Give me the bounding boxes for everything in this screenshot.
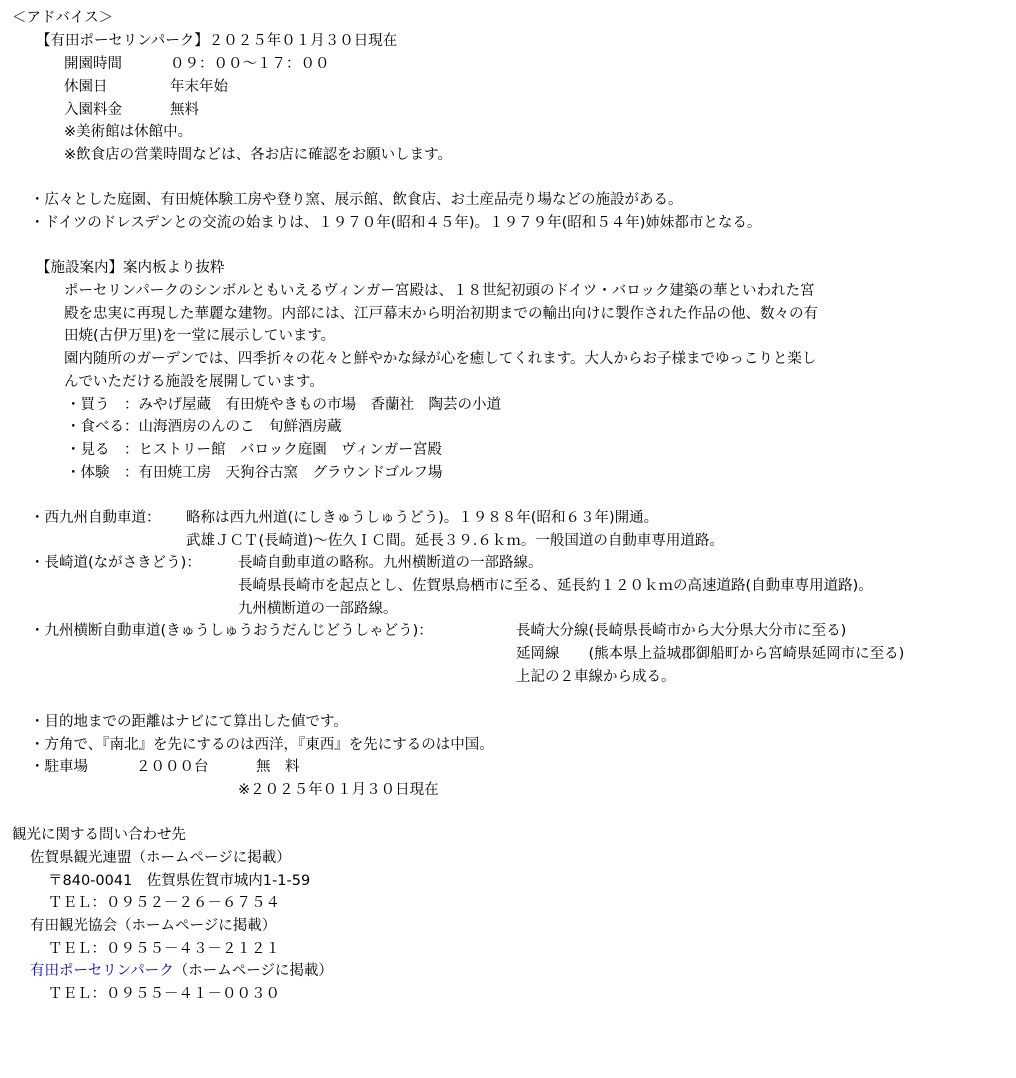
parking-label: ・駐車場	[30, 759, 88, 775]
closed-value: 年末年始	[170, 79, 228, 95]
bullet-distance: ・目的地までの距離はナビにて算出した値です。	[30, 714, 348, 730]
contact-porcelain-park-tel: ＴＥＬ：０９５５－４１－００３０	[48, 986, 280, 1002]
facility-experience: ・体験 ：有田焼工房 天狗谷古窯 グラウンドゴルフ場	[66, 465, 443, 481]
note-museum: ※美術館は休館中。	[64, 124, 193, 140]
facility-see: ・見る ：ヒストリー館 バロック庭園 ヴィンガー宮殿	[66, 442, 442, 458]
contact-arita-name: 有田観光協会（ホームページに掲載）	[30, 918, 277, 934]
road-west-kyushu-line-1: 略称は西九州道(にしきゅうしゅうどう)。１９８８年(昭和６３年)開通。	[186, 510, 659, 526]
facility-eat: ・食べる：山海酒房のんのこ 旬鮮酒房蔵	[66, 419, 342, 435]
facility-buy: ・買う ：みやげ屋蔵 有田焼やきもの市場 香蘭社 陶芸の小道	[66, 397, 501, 413]
porcelain-park-suffix: （ホームページに掲載）	[173, 963, 333, 979]
bullet-dresden: ・ドイツのドレスデンとの交流の始まりは、１９７０年(昭和４５年)。１９７９年(昭和５４年)姉妹都市となる。	[30, 215, 762, 231]
road-kyushu-crossing-line-2: 延岡線 (熊本県上益城郡御船町から宮崎県延岡市に至る)	[516, 646, 905, 662]
road-kyushu-crossing-line-3: 上記の２車線から成る。	[516, 669, 676, 685]
road-kyushu-crossing-line-1: 長崎大分線(長崎県長崎市から大分県大分市に至る)	[516, 623, 847, 639]
fee-value: 無料	[170, 102, 199, 118]
facility-paragraph-2-line-2: んでいただける施設を展開しています。	[64, 374, 324, 390]
parking-note: ※２０２５年０１月３０日現在	[238, 782, 439, 798]
facility-paragraph-1-line-2: 殿を忠実に再現した華麗な建物。内部には、江戸幕末から明治初期までの輸出向けに製作された作品の他、数々の有	[64, 306, 818, 322]
note-restaurant: ※飲食店の営業時間などは、各お店に確認をお願いします。	[64, 147, 452, 163]
contact-porcelain-park-row	[30, 961, 333, 981]
contact-saga-tel: ＴＥＬ：０９５２－２６－６７５４	[48, 895, 280, 911]
bullet-direction: ・方角で、『南北』を先にするのは西洋，『東西』を先にするのは中国。	[30, 737, 494, 753]
porcelain-park-link[interactable]: 有田ポーセリンパーク	[30, 963, 174, 979]
contact-arita-tel: ＴＥＬ：０９５５－４３－２１２１	[48, 941, 280, 957]
fee-label: 入園料金	[64, 102, 122, 118]
road-kyushu-crossing-label: ・九州横断自動車道(きゅうしゅうおうだんじどうしゃどう)：	[30, 623, 433, 639]
closed-label: 休園日	[64, 79, 108, 95]
parking-fee: 無 料	[256, 759, 300, 775]
contact-saga-name: 佐賀県観光連盟（ホームページに掲載）	[30, 850, 291, 866]
contact-heading: 観光に関する問い合わせ先	[12, 827, 186, 843]
road-nagasaki-label: ・長崎道(ながさきどう)：	[30, 555, 201, 571]
road-west-kyushu-label: ・西九州自動車道：	[30, 510, 161, 526]
road-nagasaki-line-1: 長崎自動車道の略称。九州横断道の一部路線。	[238, 555, 543, 571]
advice-header: ＜アドバイス＞	[12, 10, 114, 26]
facility-paragraph-1-line-3: 田焼(古伊万里)を一堂に展示しています。	[64, 328, 336, 344]
facility-paragraph-2-line-1: 園内随所のガーデンでは、四季折々の花々と鮮やかな緑が心を癒してくれます。大人からお子様までゆっこりと楽し	[64, 351, 817, 367]
road-nagasaki-line-3: 九州横断道の一部路線。	[238, 601, 398, 617]
facility-paragraph-1-line-1: ポーセリンパークのシンボルともいえるヴィンガー宮殿は、１８世紀初頭のドイツ・バロック建築の華といわれた宮	[64, 283, 815, 299]
hours-value: ０９：００～１７：００	[170, 56, 330, 72]
contact-saga-address: 〒840-0041 佐賀県佐賀市城内1-1-59	[48, 873, 311, 889]
facility-heading: 【施設案内】案内板より抜粋	[36, 260, 225, 276]
park-heading: 【有田ポーセリンパーク】２０２５年０１月３０日現在	[36, 33, 398, 49]
bullet-facilities: ・広々とした庭園、有田焼体験工房や登り窯、展示館、飲食店、お土産品売り場などの施設がある。	[30, 192, 683, 208]
hours-label: 開園時間	[64, 56, 122, 72]
road-nagasaki-line-2: 長崎県長崎市を起点とし、佐賀県鳥栖市に至る、延長約１２０ｋｍの高速道路(自動車専用道路)。	[238, 578, 873, 594]
parking-count: ２０００台	[136, 759, 209, 775]
road-west-kyushu-line-2: 武雄ＪＣＴ(長崎道)～佐久ＩＣ間。延長３９.６ｋｍ。一般国道の自動車専用道路。	[186, 533, 724, 549]
